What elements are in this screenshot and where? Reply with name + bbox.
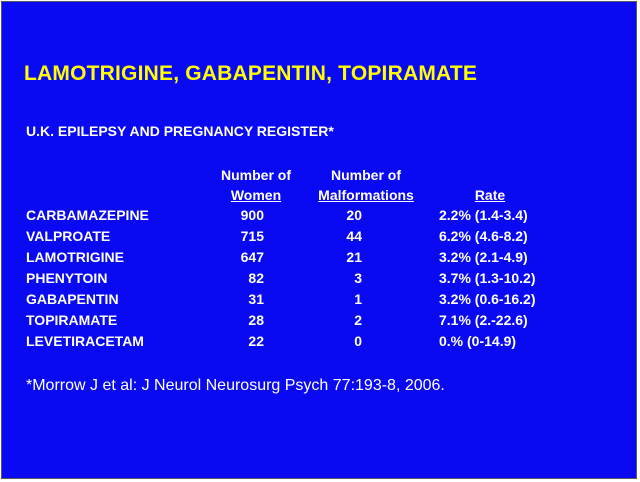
rate-value: 2.2% (1.4-3.4) bbox=[439, 207, 528, 223]
rate-value: 0.% (0-14.9) bbox=[439, 333, 517, 349]
malformations-count: 3 bbox=[354, 270, 362, 286]
drug-name: GABAPENTIN bbox=[26, 291, 119, 307]
rate-value: 3.2% (0.6-16.2) bbox=[439, 291, 536, 307]
women-count: 28 bbox=[248, 312, 264, 328]
header-rate bbox=[460, 185, 520, 205]
drug-name: CARBAMAZEPINE bbox=[26, 207, 149, 223]
women-count: 31 bbox=[248, 291, 264, 307]
slide bbox=[1, 1, 637, 479]
table-row bbox=[2, 207, 638, 228]
header-malformations-line2: Malformations bbox=[318, 187, 414, 203]
women-count: 647 bbox=[240, 249, 264, 265]
malformations-count: 44 bbox=[346, 228, 362, 244]
table-row bbox=[2, 291, 638, 312]
women-count: 715 bbox=[240, 228, 264, 244]
drug-name: LAMOTRIGINE bbox=[26, 249, 124, 265]
women-count: 900 bbox=[240, 207, 264, 223]
table-row bbox=[2, 333, 638, 354]
rate-value: 6.2% (4.6-8.2) bbox=[439, 228, 528, 244]
slide-title: LAMOTRIGINE, GABAPENTIN, TOPIRAMATE bbox=[24, 62, 478, 85]
header-malformations bbox=[306, 165, 426, 205]
table-row bbox=[2, 249, 638, 270]
rate-value: 3.7% (1.3-10.2) bbox=[439, 270, 536, 286]
drug-name: TOPIRAMATE bbox=[26, 312, 118, 328]
header-women-line2: Women bbox=[230, 187, 282, 203]
drug-name: PHENYTOIN bbox=[26, 270, 108, 286]
table-row bbox=[2, 270, 638, 291]
slide-subtitle: U.K. EPILEPSY AND PREGNANCY REGISTER* bbox=[26, 123, 334, 139]
header-rate-label: Rate bbox=[474, 187, 506, 203]
header-women-line1: Number of bbox=[221, 167, 291, 183]
drug-name: LEVETIRACETAM bbox=[26, 333, 144, 349]
malformations-count: 0 bbox=[354, 333, 362, 349]
rate-value: 7.1% (2.-22.6) bbox=[439, 312, 528, 328]
drug-name: VALPROATE bbox=[26, 228, 111, 244]
malformations-count: 21 bbox=[346, 249, 362, 265]
malformations-count: 20 bbox=[346, 207, 362, 223]
women-count: 82 bbox=[248, 270, 264, 286]
women-count: 22 bbox=[248, 333, 264, 349]
malformations-count: 2 bbox=[354, 312, 362, 328]
malformations-count: 1 bbox=[354, 291, 362, 307]
footnote: *Morrow J et al: J Neurol Neurosurg Psych 77:193-8, 2006. bbox=[26, 377, 445, 394]
header-malformations-line1: Number of bbox=[331, 167, 401, 183]
table-row bbox=[2, 228, 638, 249]
header-women bbox=[206, 165, 306, 205]
rate-value: 3.2% (2.1-4.9) bbox=[439, 249, 528, 265]
table-row bbox=[2, 312, 638, 333]
